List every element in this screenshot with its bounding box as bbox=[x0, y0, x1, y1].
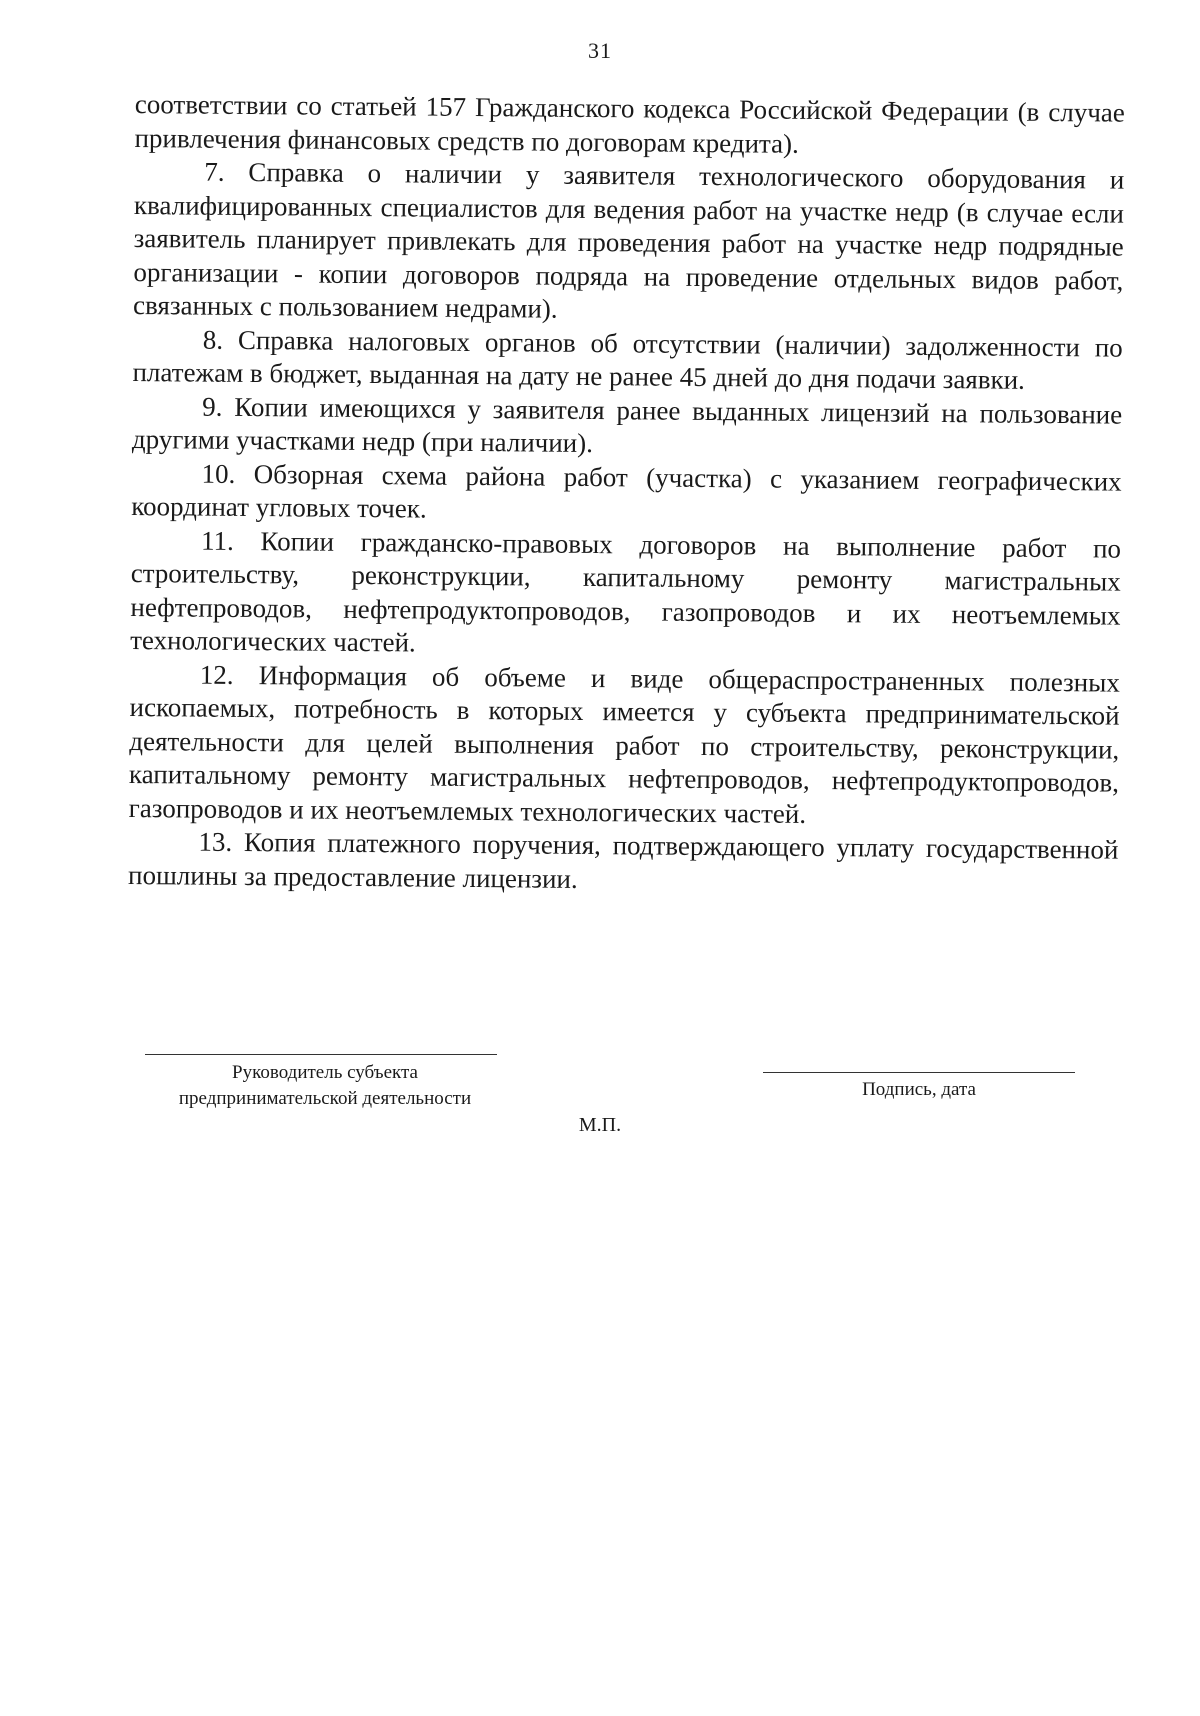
list-item-13: 13. Копия платежного поручения, подтверждающего уплату государственной пошлины за предоставление лицензии. bbox=[128, 826, 1119, 894]
signatory-line bbox=[145, 1054, 497, 1055]
signatory-caption-line-1: Руководитель субъекта bbox=[232, 1062, 418, 1083]
signatory-caption bbox=[145, 1060, 505, 1112]
list-item-12: 12. Информация об объеме и виде общераспространенных полезных ископаемых, потребность в которых имеется у субъекта предпринимательской деятельности для целей выполнения работ по строительству, реконструкции, капитальному ремонту магистральных нефтепроводов, нефтепродуктопроводов, газопроводов и их неотъемлемых технологических частей. bbox=[128, 659, 1120, 829]
document-body bbox=[128, 88, 1125, 901]
list-item-8: 8. Справка налоговых органов об отсутствии (наличии) задолженности по платежам в бюджет, выданная на дату не ранее 45 дней до дня подачи заявки. bbox=[132, 324, 1123, 395]
signatory-caption-line-2: предпринимательской деятельности bbox=[178, 1088, 472, 1109]
list-item-9: 9. Копии имеющихся у заявителя ранее выданных лицензий на пользование другими участками недр (при наличии). bbox=[131, 391, 1123, 459]
paragraph-continuation: соответствии со статьей 157 Гражданского кодекса Российской Федерации (в случае привлечения финансовых средств по договорам кредита). bbox=[134, 88, 1125, 159]
page-number: 31 bbox=[588, 38, 612, 63]
signature-date-caption: Подпись, дата bbox=[862, 1079, 976, 1100]
list-item-7: 7. Справка о наличии у заявителя технологического оборудования и квалифицированных специалистов для ведения работ на участке недр (в случае если заявитель планирует привлекать для проведения работ на участке недр подрядные организации - копии договоров подряда на проведение отдельных видов работ, связанных с пользованием недрами). bbox=[132, 156, 1125, 324]
list-item-10: 10. Обзорная схема района работ (участка) с указанием географических координат угловых точек. bbox=[131, 458, 1122, 524]
signature-date-line bbox=[763, 1072, 1075, 1073]
stamp-place-label: М.П. bbox=[578, 1114, 622, 1136]
list-item-11: 11. Копии гражданско-правовых договоров на выполнение работ по строительству, реконструкции, капитальному ремонту магистральных нефтепроводов, нефтепродуктопроводов, газопроводов и их неотъемлемых технологических частей. bbox=[130, 525, 1122, 658]
